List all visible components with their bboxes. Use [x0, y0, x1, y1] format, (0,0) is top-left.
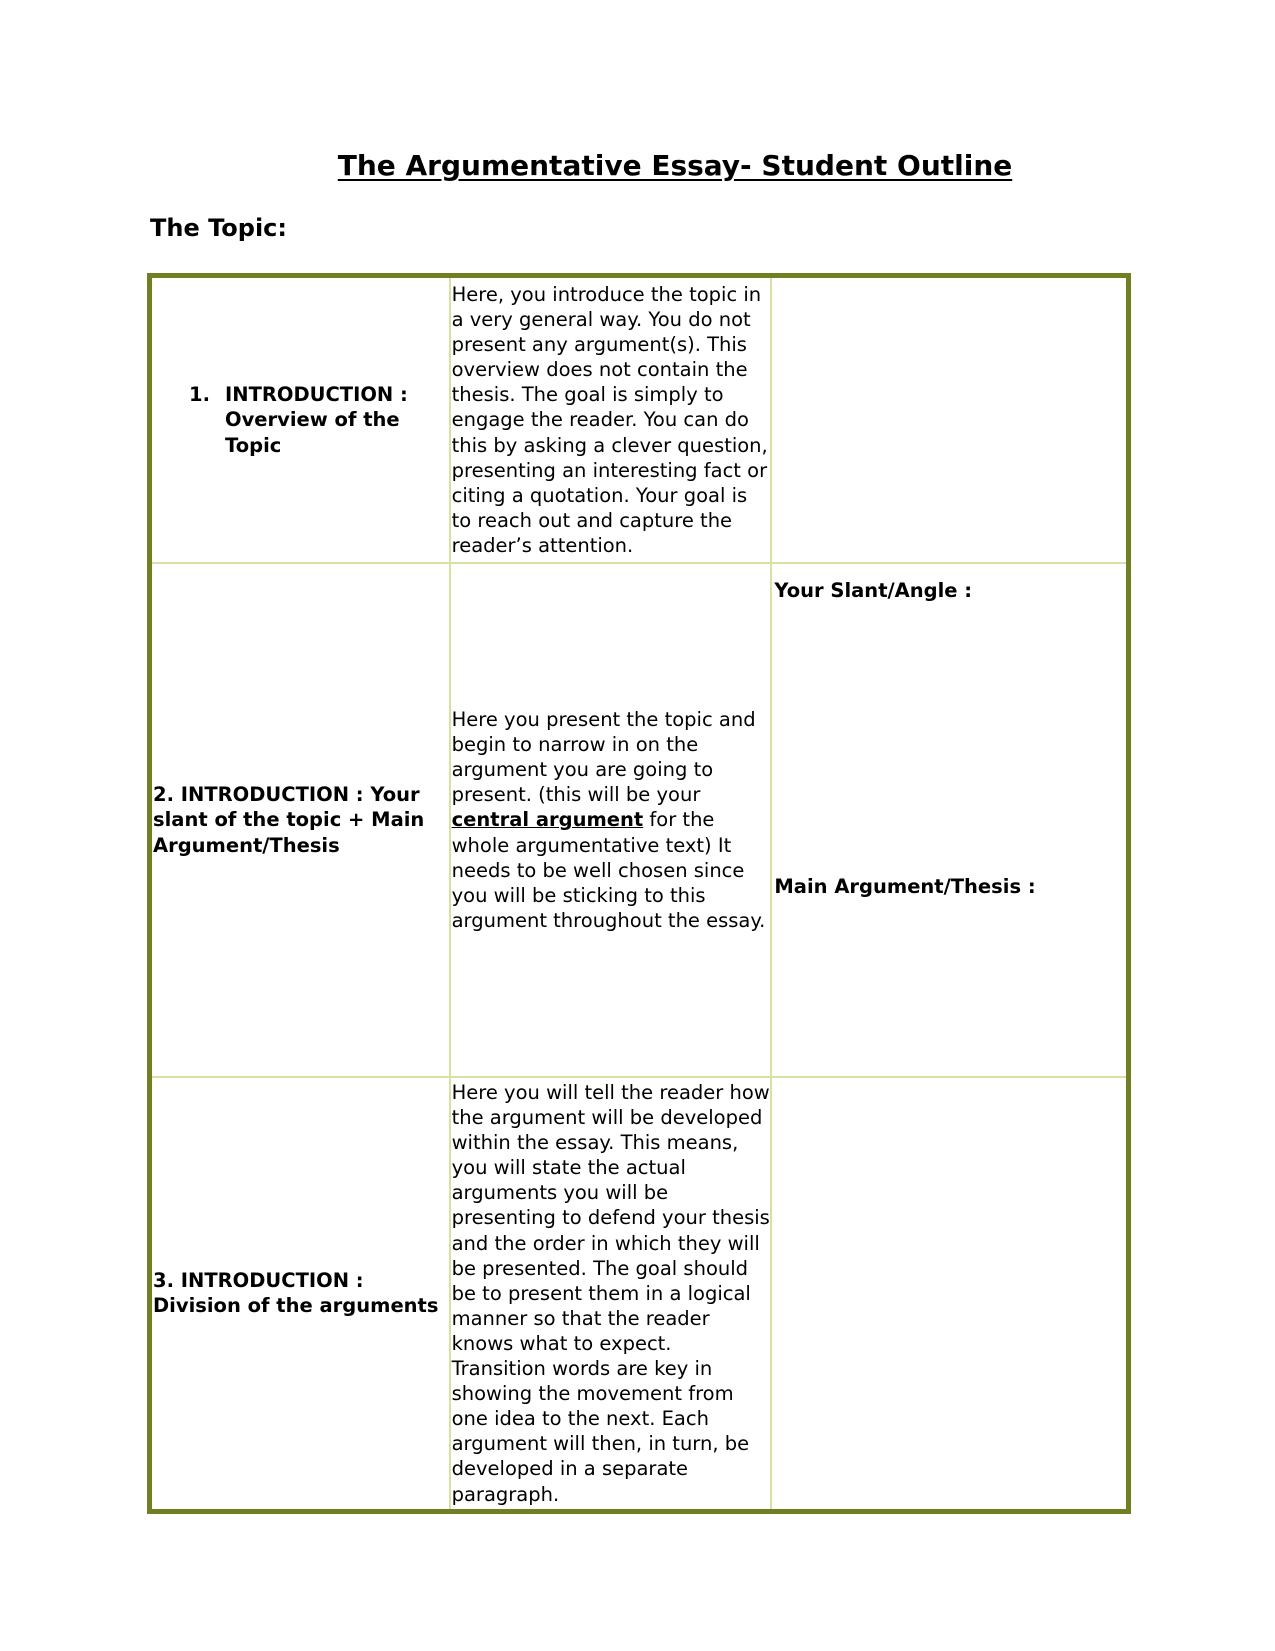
- row-description: Here, you introduce the topic in a very general way. You do not present any argument(s). This overview does not contain the thesis. The goal is simply to engage the reader. You can do this by asking a clever question, presenting an interesting fact or citing a quotation. Your goal is to reach out and capture the reader’s attention.: [451, 282, 768, 557]
- main-argument-prompt: Main Argument/Thesis :: [774, 875, 1036, 898]
- row-description-after: for the whole argumentative text) It needs to be well chosen since you will be sticking to this argument throughout the essay.: [451, 808, 766, 932]
- row-label: 2. INTRODUCTION : Your slant of the topic + Main Argument/Thesis: [153, 783, 425, 857]
- row-description-cell: [450, 563, 772, 1077]
- outline-table: [147, 273, 1131, 1514]
- row-label: INTRODUCTION : Overview of the Topic: [225, 383, 408, 457]
- topic-heading: The Topic:: [150, 214, 287, 242]
- answer-cell-division[interactable]: [771, 1077, 1128, 1511]
- table-row-division: [150, 1077, 1129, 1511]
- numbered-label: [153, 382, 449, 457]
- row-number: 1.: [189, 383, 210, 407]
- row-description-before: Here you present the topic and begin to narrow in on the argument you are going to present. (this will be your: [451, 708, 756, 807]
- row-description-cell: [450, 276, 772, 564]
- slant-angle-prompt: Your Slant/Angle :: [774, 579, 973, 602]
- row-label-cell: [150, 563, 450, 1077]
- table-row-overview: [150, 276, 1129, 564]
- row-description-cell: [450, 1077, 772, 1511]
- row-description: Here you will tell the reader how the argument will be developed within the essay. This means, you will state the actual arguments you will be presenting to defend your thesis and the order in which they will be presented. The goal should be to present them in a logical manner so that the reader knows what to expect. Transition words are key in showing the movement from one idea to the next. Each argument will then, in turn, be developed in a separate paragraph.: [451, 1081, 770, 1506]
- answer-cell-overview[interactable]: [771, 276, 1128, 564]
- row-label-cell: [150, 276, 450, 564]
- document-title: The Argumentative Essay- Student Outline: [337, 149, 1013, 182]
- table-row-slant-thesis: [150, 563, 1129, 1077]
- central-argument-term: central argument: [451, 808, 644, 832]
- row-label-cell: [150, 1077, 450, 1511]
- row-label: 3. INTRODUCTION : Division of the arguments: [153, 1269, 439, 1318]
- answer-cell-slant-thesis[interactable]: [771, 563, 1128, 1077]
